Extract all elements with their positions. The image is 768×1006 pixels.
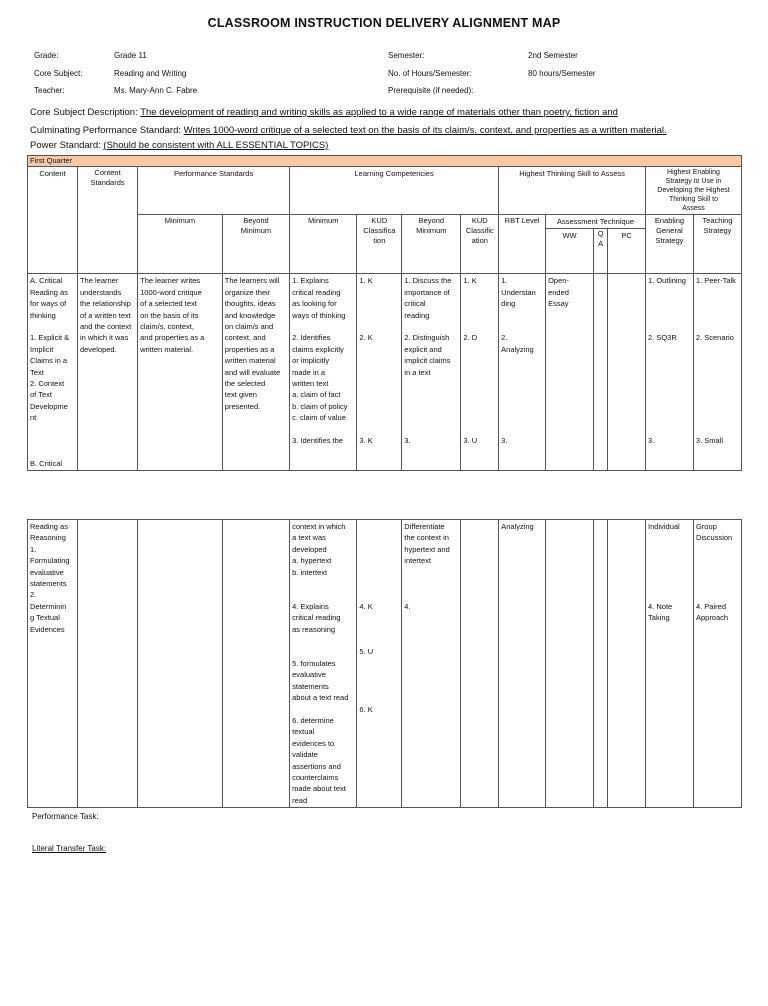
- kud-classification-header-1: KUD Classifica tion: [357, 215, 402, 274]
- subject-value: Reading and Writing: [114, 69, 187, 78]
- teaching-strategy-header: Teaching Strategy: [693, 215, 741, 274]
- rbt-cell: Analyzing: [499, 520, 546, 808]
- qa-cell: [594, 520, 608, 808]
- kud2-cell: 1. K 2. D 3. U: [461, 274, 499, 471]
- description-label: Core Subject Description:: [30, 107, 138, 118]
- ww-header: WW: [546, 229, 594, 274]
- hours-value: 80 hours/Semester: [528, 69, 596, 78]
- semester-label: Semester:: [388, 51, 425, 60]
- description-line: [30, 107, 760, 118]
- perf-minimum-cell: The learner writes 1000-word critique of a selected text on the basis of its claim/s, context, and properties as a written material.: [138, 274, 223, 471]
- enabling-general-strategy-header: Enabling General Strategy: [645, 215, 693, 274]
- quarter-row: First Quarter: [28, 156, 742, 167]
- highest-thinking-skill-header: Highest Thinking Skill to Assess: [499, 167, 646, 215]
- qa-header: Q A: [593, 229, 607, 274]
- teaching-strategy-cell: 1. Peer-Talk 2. Scenario 3. Small: [693, 274, 741, 471]
- alignment-map-table: [27, 155, 742, 471]
- power-text: (Should be consistent with ALL ESSENTIAL TOPICS): [103, 140, 329, 151]
- grade-value: Grade 11: [114, 51, 147, 60]
- ww-cell: [546, 520, 594, 808]
- lc-beyond-cell: Differentiate the context in hypertext and intertext 4.: [402, 520, 461, 808]
- learning-competencies-header: Learning Competencies: [290, 167, 499, 215]
- prerequisite-label: Prerequisite (if needed):: [388, 86, 474, 95]
- teaching-strategy-cell: Group Discussion 4. Paired Approach: [693, 520, 741, 808]
- table-row: [28, 274, 742, 471]
- qa-cell: [593, 274, 607, 471]
- teacher-value: Ms. Mary-Ann C. Fabre: [114, 86, 198, 95]
- description-text: The development of reading and writing skills as applied to a wide range of materials other than poetry, fiction and: [140, 107, 618, 118]
- lc-minimum-header: Minimum: [290, 215, 357, 274]
- hours-label: No. of Hours/Semester:: [388, 69, 472, 78]
- perf-minimum-header: Minimum: [138, 215, 223, 274]
- performance-standards-header: Performance Standards: [138, 167, 290, 215]
- lc-minimum-cell: context in which a text was developed a. hypertext b. intertext 4. Explains critical reading as reasoning 5. formulates evaluative statements about a text read 6. determine textual evidences to validate assertions and counterclaims made about text read: [290, 520, 357, 808]
- assessment-technique-header: Assessment Technique: [546, 215, 646, 229]
- lc-beyond-cell: 1. Discuss the importance of critical reading 2. Distinguish explicit and implicit claims in a text 3.: [402, 274, 461, 471]
- culminating-label: Culminating Performance Standard:: [30, 125, 182, 136]
- semester-value: 2nd Semester: [528, 51, 578, 60]
- culminating-text: Writes 1000-word critique of a selected text on the basis of its claim/s, context, and properties as a written material.: [183, 125, 667, 136]
- kud2-cell: [461, 520, 499, 808]
- lc-beyond-minimum-header: Beyond Minimum: [402, 215, 461, 274]
- performance-task-label: Performance Task:: [32, 812, 99, 821]
- ww-cell: Open- ended Essay: [546, 274, 594, 471]
- table-row: [28, 520, 742, 808]
- lc-minimum-cell: 1. Explains critical reading as looking for ways of thinking 2. Identifies claims explicitly or implicitly made in a written text a. claim of fact b. claim of policy c. claim of value 3. Identifies the: [290, 274, 357, 471]
- kud1-cell: 1. K 2. K 3. K: [357, 274, 402, 471]
- perf-beyond-cell: [222, 520, 289, 808]
- content-cell: A. Critical Reading as for ways of thinking 1. Explicit & Implicit Claims in a Text 2. Context of Text Developme nt B. Critical: [28, 274, 78, 471]
- pc-header: PC: [608, 229, 646, 274]
- pc-cell: [608, 520, 646, 808]
- enabling-strategy-cell: 1. Outlining 2. SQ3R 3.: [645, 274, 693, 471]
- rbt-cell: 1. Understan ding 2. Analyzing 3.: [499, 274, 546, 471]
- alignment-map-table-continued: [27, 519, 742, 808]
- culminating-line: [30, 125, 760, 136]
- highest-enabling-strategy-header: Highest Enabling Strategy to Use in Developing the Highest Thinking Skill to Assess: [645, 167, 741, 215]
- pc-cell: [608, 274, 646, 471]
- content-standards-cell: [77, 520, 137, 808]
- kud1-cell: 4. K 5. U 6. K: [357, 520, 402, 808]
- perf-beyond-minimum-header: Beyond Minimum: [222, 215, 289, 274]
- content-cell: Reading as Reasoning 1. Formulating evaluative statements 2. Determinin g Textual Evidences: [28, 520, 78, 808]
- transfer-task-label: Literal Transfer Task:: [32, 844, 107, 853]
- rbt-level-header: RBT Level: [499, 215, 546, 274]
- enabling-strategy-cell: Individual 4. Note Taking: [646, 520, 694, 808]
- subject-label: Core Subject:: [34, 69, 83, 78]
- perf-beyond-cell: The learners will organize their thoughts, ideas and knowledge on claim/s and context, and properties as a written material and will evaluate the selected text given presented.: [222, 274, 289, 471]
- col-content-header: Content: [28, 167, 78, 274]
- power-label: Power Standard:: [30, 140, 101, 151]
- power-standard-line: [30, 140, 760, 151]
- perf-minimum-cell: [138, 520, 223, 808]
- teacher-label: Teacher:: [34, 86, 65, 95]
- content-standards-cell: The learner understands the relationship of a written text and the context in which it was developed.: [77, 274, 137, 471]
- page-title: CLASSROOM INSTRUCTION DELIVERY ALIGNMENT MAP: [207, 16, 561, 30]
- kud-classification-header-2: KUD Classific ation: [461, 215, 499, 274]
- col-content-standards-header: Content Standards: [77, 167, 137, 274]
- grade-label: Grade:: [34, 51, 59, 60]
